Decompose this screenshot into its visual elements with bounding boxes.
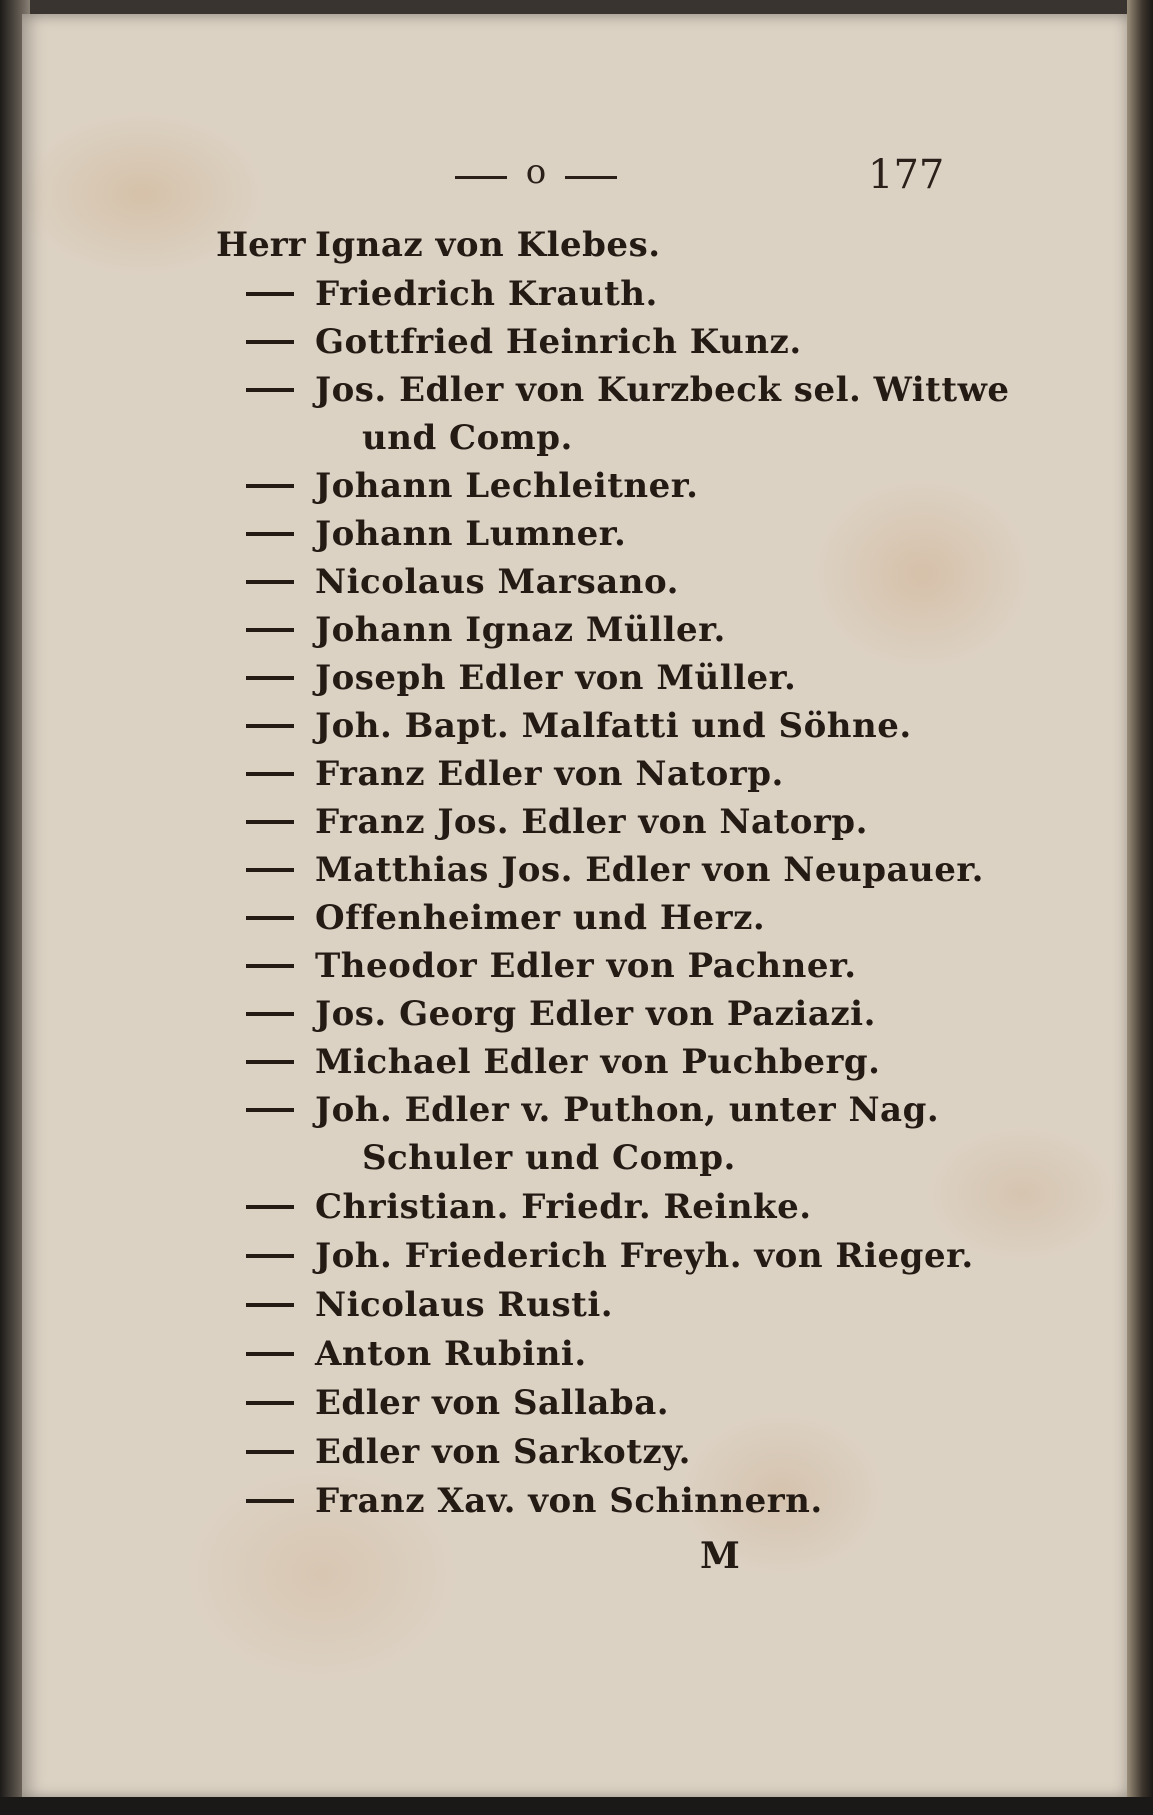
list-item: [0, 1477, 1153, 1525]
ditto-dash: [246, 676, 294, 680]
list-item-continuation: [0, 414, 1153, 462]
ditto-dash: [246, 484, 294, 488]
ditto-dash: [246, 1401, 294, 1405]
entry-text: Anton Rubini.: [315, 1334, 587, 1374]
ditto-dash: [246, 1108, 294, 1112]
list-item: [0, 1038, 1153, 1086]
entry-text: Joh. Edler v. Puthon, unter Nag.: [315, 1090, 940, 1130]
list-item: [0, 846, 1153, 894]
list-item: [0, 318, 1153, 366]
list-item: [0, 606, 1153, 654]
entry-text: Joh. Friederich Freyh. von Rieger.: [315, 1236, 974, 1276]
list-item: [0, 221, 1153, 269]
ditto-dash: [246, 868, 294, 872]
list-item: [0, 702, 1153, 750]
ditto-dash: [246, 340, 294, 344]
entry-text: Johann Lumner.: [315, 514, 627, 554]
ditto-dash: [246, 1012, 294, 1016]
ditto-dash: [246, 1205, 294, 1209]
entry-text: Friedrich Krauth.: [315, 274, 658, 314]
page-number: 177: [868, 152, 945, 198]
list-item: [0, 990, 1153, 1038]
ditto-dash: [246, 724, 294, 728]
list-item: [0, 942, 1153, 990]
entry-text: Franz Jos. Edler von Natorp.: [315, 802, 868, 842]
catchword: M: [700, 1535, 740, 1577]
entry-text: Matthias Jos. Edler von Neupauer.: [315, 850, 984, 890]
entry-text: Jos. Georg Edler von Paziazi.: [315, 994, 876, 1034]
entry-text: Johann Lechleitner.: [315, 466, 699, 506]
list-item: [0, 510, 1153, 558]
list-item: [0, 462, 1153, 510]
entry-text: Michael Edler von Puchberg.: [315, 1042, 881, 1082]
entry-text: Franz Xav. von Schinnern.: [315, 1481, 823, 1521]
ditto-dash: [246, 1352, 294, 1356]
entry-continuation: Schuler und Comp.: [362, 1138, 736, 1178]
ditto-dash: [246, 388, 294, 392]
entry-text: Gottfried Heinrich Kunz.: [315, 322, 802, 362]
entry-text: Nicolaus Marsano.: [315, 562, 679, 602]
list-item: [0, 366, 1153, 414]
ditto-dash: [246, 292, 294, 296]
list-item: [0, 798, 1153, 846]
list-item: [0, 1428, 1153, 1476]
list-item: [0, 1379, 1153, 1427]
list-item-continuation: [0, 1134, 1153, 1182]
ditto-dash: [246, 628, 294, 632]
ditto-dash: [246, 1499, 294, 1503]
list-item: [0, 750, 1153, 798]
list-item: [0, 1232, 1153, 1280]
entry-text: Franz Edler von Natorp.: [315, 754, 784, 794]
ditto-dash: [246, 532, 294, 536]
entry-text: Ignaz von Klebes.: [315, 225, 661, 265]
list-item: [0, 894, 1153, 942]
entry-text: Johann Ignaz Müller.: [315, 610, 726, 650]
ditto-dash: [246, 964, 294, 968]
entry-text: Edler von Sallaba.: [315, 1383, 670, 1423]
list-item: [0, 1281, 1153, 1329]
list-item: [0, 654, 1153, 702]
entry-text: Jos. Edler von Kurzbeck sel. Wittwe: [315, 370, 1010, 410]
entry-text: Joh. Bapt. Malfatti und Söhne.: [315, 706, 912, 746]
ditto-dash: [246, 916, 294, 920]
ditto-dash: [246, 820, 294, 824]
ditto-dash: [246, 1450, 294, 1454]
list-item: [0, 1330, 1153, 1378]
entry-continuation: und Comp.: [362, 418, 573, 458]
ditto-dash: [246, 580, 294, 584]
ditto-dash: [246, 1060, 294, 1064]
entry-text: Christian. Friedr. Reinke.: [315, 1187, 812, 1227]
list-item: [0, 558, 1153, 606]
entry-prefix: Herr: [216, 225, 306, 265]
header-mark: o: [525, 152, 547, 192]
ditto-dash: [246, 1254, 294, 1258]
list-item: [0, 1183, 1153, 1231]
entry-text: Joseph Edler von Müller.: [315, 658, 797, 698]
entry-text: Edler von Sarkotzy.: [315, 1432, 691, 1472]
ditto-dash: [246, 772, 294, 776]
entry-text: Theodor Edler von Pachner.: [315, 946, 857, 986]
entry-text: Offenheimer und Herz.: [315, 898, 766, 938]
ditto-dash: [246, 1303, 294, 1307]
list-item: [0, 1086, 1153, 1134]
list-item: [0, 270, 1153, 318]
entry-text: Nicolaus Rusti.: [315, 1285, 614, 1325]
